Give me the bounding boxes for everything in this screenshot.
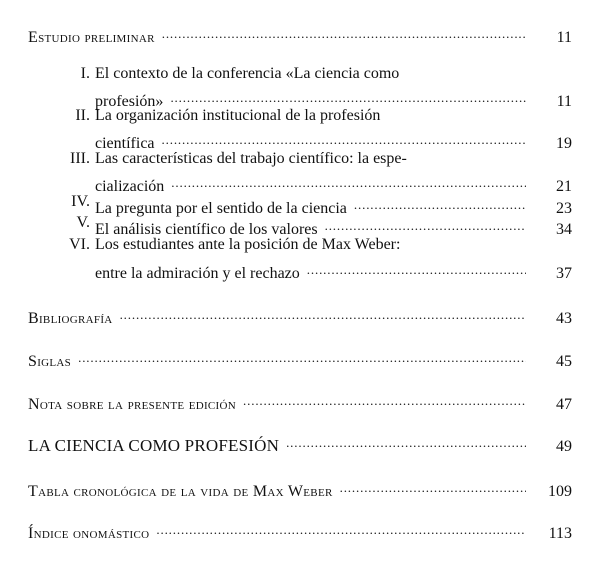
dot-leader [286, 431, 526, 451]
dot-leader [340, 476, 526, 496]
toc-entry-label-continued: profesión» [95, 93, 164, 110]
dot-leader [307, 258, 526, 278]
toc-entry-label: La organización institucional de la profesión [95, 107, 381, 124]
dot-leader [156, 518, 526, 538]
roman-numeral: II. [75, 107, 90, 124]
toc-page-number: 113 [548, 525, 572, 542]
dot-leader [78, 346, 526, 366]
dot-leader [162, 22, 526, 42]
toc-page-number: 109 [548, 483, 572, 500]
dot-leader [354, 193, 526, 213]
toc-entry-label: El contexto de la conferencia «La ciencia como [95, 65, 400, 82]
toc-page-number: 49 [556, 438, 572, 455]
toc-page-number: 47 [556, 396, 572, 413]
toc-entry-label-continued: entre la admiración y el rechazo [95, 265, 300, 282]
dot-leader [171, 171, 526, 191]
toc-page-number: 34 [556, 221, 572, 238]
toc-entry-label: Tabla cronológica de la vida de Max Weber [28, 483, 333, 500]
toc-entry-label: Índice onomástico [28, 525, 150, 542]
toc-page-number: 19 [556, 135, 572, 152]
toc-page-number: 11 [556, 29, 572, 46]
dot-leader [120, 303, 526, 323]
toc-entry-label: La pregunta por el sentido de la ciencia [95, 200, 347, 217]
toc-page-number: 11 [556, 93, 572, 110]
toc-entry-label: LA CIENCIA COMO PROFESIÓN [28, 436, 280, 455]
toc-page-number: 43 [556, 310, 572, 327]
toc-page-number: 45 [556, 353, 572, 370]
toc-page-number: 21 [556, 178, 572, 195]
toc-page-number: 37 [556, 265, 572, 282]
roman-numeral: V. [76, 214, 90, 231]
dot-leader [170, 86, 526, 106]
dot-leader [162, 128, 526, 148]
roman-numeral: III. [70, 150, 90, 167]
toc-entry-label: Bibliografía [28, 310, 113, 327]
toc-entry-label: El análisis científico de los valores [95, 221, 318, 238]
toc-entry-label: Nota sobre la presente edición [28, 396, 237, 413]
dot-leader [325, 214, 526, 234]
roman-numeral: VI. [69, 236, 90, 253]
roman-numeral: IV. [71, 193, 90, 210]
toc-entry-label: Estudio preliminar [28, 29, 155, 46]
toc-page-number: 23 [556, 200, 572, 217]
toc-entry-label: Siglas [28, 353, 72, 370]
roman-numeral: I. [80, 65, 90, 82]
toc-entry-label: Los estudiantes ante la posición de Max Weber: [95, 236, 401, 253]
dot-leader [243, 389, 526, 409]
toc-entry-label-continued: científica [95, 135, 155, 152]
toc-entry-label: Las características del trabajo científico: la espe- [95, 150, 407, 167]
toc-entry-label-continued: cialización [95, 178, 165, 195]
